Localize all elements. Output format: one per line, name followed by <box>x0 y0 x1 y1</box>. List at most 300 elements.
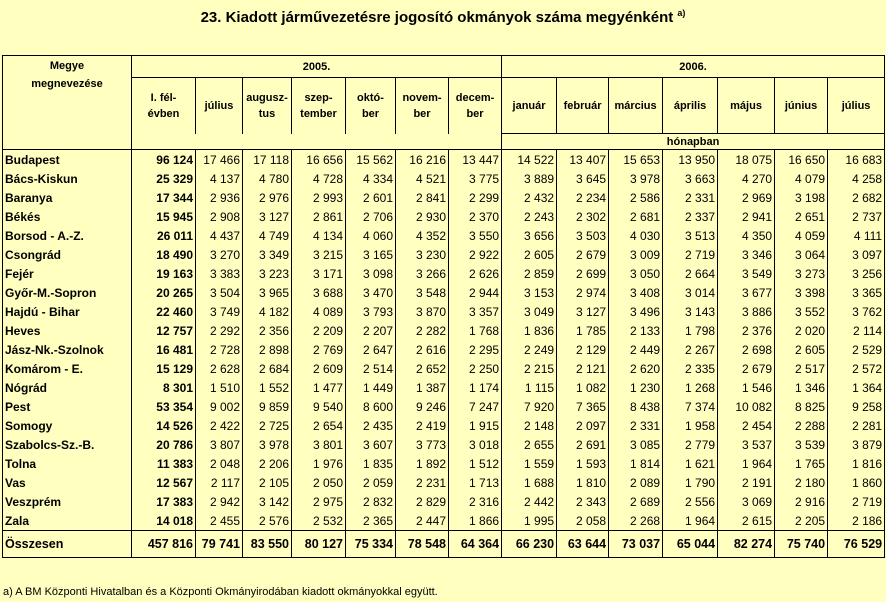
monthly-value: 1 510 <box>196 378 243 397</box>
monthly-value: 3 552 <box>775 302 828 321</box>
monthly-value: 2 048 <box>196 454 243 473</box>
half-year-header: I. fél- évben <box>132 78 196 134</box>
monthly-value: 2 684 <box>243 359 292 378</box>
table-row <box>3 150 885 170</box>
monthly-value: 1 713 <box>449 473 502 492</box>
monthly-value: 1 964 <box>663 511 718 531</box>
monthly-value: 2 936 <box>196 188 243 207</box>
monthly-value: 4 134 <box>292 226 346 245</box>
monthly-value: 18 075 <box>718 150 775 170</box>
monthly-value: 2 779 <box>663 435 718 454</box>
monthly-value: 1 810 <box>557 473 609 492</box>
monthly-value: 10 082 <box>718 397 775 416</box>
month-2005-header: szep- tember <box>292 78 346 134</box>
monthly-value: 9 859 <box>243 397 292 416</box>
monthly-value: 76 529 <box>828 531 885 558</box>
monthly-value: 2 129 <box>557 340 609 359</box>
monthly-value: 3 171 <box>292 264 346 283</box>
monthly-value: 3 607 <box>346 435 396 454</box>
monthly-value: 3 886 <box>718 302 775 321</box>
county-name: Pest <box>3 397 132 416</box>
table-row <box>3 302 885 321</box>
table-row <box>3 473 885 492</box>
monthly-value: 4 352 <box>396 226 449 245</box>
monthly-value: 2 699 <box>557 264 609 283</box>
month-2005-header: novem- ber <box>396 78 449 134</box>
monthly-value: 1 346 <box>775 378 828 397</box>
month-2006-header: május <box>718 78 775 134</box>
county-name: Szabolcs-Sz.-B. <box>3 435 132 454</box>
monthly-value: 2 180 <box>775 473 828 492</box>
monthly-value: 7 374 <box>663 397 718 416</box>
monthly-value: 1 115 <box>502 378 557 397</box>
monthly-value: 1 835 <box>346 454 396 473</box>
monthly-value: 4 270 <box>718 169 775 188</box>
monthly-value: 83 550 <box>243 531 292 558</box>
monthly-value: 2 454 <box>718 416 775 435</box>
monthly-value: 2 514 <box>346 359 396 378</box>
county-name: Budapest <box>3 150 132 170</box>
monthly-value: 2 944 <box>449 283 502 302</box>
monthly-value: 1 866 <box>449 511 502 531</box>
half-year-value: 20 265 <box>132 283 196 302</box>
table-row <box>3 511 885 531</box>
monthly-value: 3 408 <box>609 283 663 302</box>
monthly-value: 3 503 <box>557 226 609 245</box>
monthly-value: 2 689 <box>609 492 663 511</box>
monthly-value: 4 137 <box>196 169 243 188</box>
monthly-value: 2 432 <box>502 188 557 207</box>
monthly-value: 7 365 <box>557 397 609 416</box>
monthly-value: 3 215 <box>292 245 346 264</box>
monthly-value: 3 365 <box>828 283 885 302</box>
title-footnote-mark: a) <box>677 8 686 18</box>
monthly-value: 3 978 <box>243 435 292 454</box>
county-name: Összesen <box>3 531 132 558</box>
monthly-value: 3 870 <box>396 302 449 321</box>
monthly-value: 16 650 <box>775 150 828 170</box>
monthly-value: 3 677 <box>718 283 775 302</box>
monthly-value: 3 470 <box>346 283 396 302</box>
monthly-value: 3 069 <box>718 492 775 511</box>
monthly-value: 2 059 <box>346 473 396 492</box>
monthly-value: 2 681 <box>609 207 663 226</box>
monthly-value: 2 281 <box>828 416 885 435</box>
monthly-value: 1 449 <box>346 378 396 397</box>
monthly-value: 2 532 <box>292 511 346 531</box>
monthly-value: 7 247 <box>449 397 502 416</box>
monthly-value: 2 719 <box>663 245 718 264</box>
monthly-value: 3 127 <box>243 207 292 226</box>
monthly-value: 3 223 <box>243 264 292 283</box>
table-row <box>3 169 885 188</box>
monthly-value: 2 058 <box>557 511 609 531</box>
monthly-value: 3 357 <box>449 302 502 321</box>
monthly-value: 2 020 <box>775 321 828 340</box>
half-year-value: 12 567 <box>132 473 196 492</box>
monthly-value: 1 546 <box>718 378 775 397</box>
monthly-value: 4 437 <box>196 226 243 245</box>
county-name: Somogy <box>3 416 132 435</box>
monthly-value: 75 740 <box>775 531 828 558</box>
monthly-value: 2 615 <box>718 511 775 531</box>
monthly-value: 1 995 <box>502 511 557 531</box>
county-name: Jász-Nk.-Szolnok <box>3 340 132 359</box>
monthly-value: 2 250 <box>449 359 502 378</box>
monthly-value: 16 683 <box>828 150 885 170</box>
monthly-value: 13 447 <box>449 150 502 170</box>
monthly-value: 82 274 <box>718 531 775 558</box>
monthly-value: 4 780 <box>243 169 292 188</box>
monthly-value: 2 376 <box>718 321 775 340</box>
monthly-value: 2 922 <box>449 245 502 264</box>
monthly-value: 78 548 <box>396 531 449 558</box>
monthly-value: 3 349 <box>243 245 292 264</box>
county-name: Bács-Kiskun <box>3 169 132 188</box>
month-2005-header: októ- ber <box>346 78 396 134</box>
monthly-value: 4 749 <box>243 226 292 245</box>
monthly-value: 9 540 <box>292 397 346 416</box>
county-name: Hajdú - Bihar <box>3 302 132 321</box>
monthly-value: 2 288 <box>775 416 828 435</box>
half-year-value: 8 301 <box>132 378 196 397</box>
monthly-value: 2 370 <box>449 207 502 226</box>
half-year-value: 18 490 <box>132 245 196 264</box>
county-header <box>3 56 132 150</box>
monthly-value: 2 769 <box>292 340 346 359</box>
monthly-value: 75 334 <box>346 531 396 558</box>
monthly-value: 2 725 <box>243 416 292 435</box>
monthly-value: 9 258 <box>828 397 885 416</box>
monthly-value: 79 741 <box>196 531 243 558</box>
total-row <box>3 531 885 558</box>
monthly-value: 3 504 <box>196 283 243 302</box>
monthly-value: 2 435 <box>346 416 396 435</box>
monthly-value: 2 655 <box>502 435 557 454</box>
monthly-value: 4 111 <box>828 226 885 245</box>
monthly-value: 2 719 <box>828 492 885 511</box>
half-year-value: 53 354 <box>132 397 196 416</box>
monthly-value: 2 105 <box>243 473 292 492</box>
table-row <box>3 397 885 416</box>
monthly-value: 2 337 <box>663 207 718 226</box>
half-year-value: 26 011 <box>132 226 196 245</box>
monthly-value: 2 647 <box>346 340 396 359</box>
monthly-value: 16 216 <box>396 150 449 170</box>
monthly-value: 3 383 <box>196 264 243 283</box>
monthly-value: 2 335 <box>663 359 718 378</box>
monthly-value: 3 513 <box>663 226 718 245</box>
monthly-value: 80 127 <box>292 531 346 558</box>
county-header-line2: megnevezése <box>31 78 103 90</box>
monthly-value: 3 773 <box>396 435 449 454</box>
monthly-value: 3 879 <box>828 435 885 454</box>
monthly-value: 2 993 <box>292 188 346 207</box>
monthly-value: 2 841 <box>396 188 449 207</box>
half-year-value: 14 526 <box>132 416 196 435</box>
monthly-value: 1 816 <box>828 454 885 473</box>
monthly-value: 1 798 <box>663 321 718 340</box>
monthly-value: 2 231 <box>396 473 449 492</box>
monthly-value: 2 974 <box>557 283 609 302</box>
monthly-value: 1 964 <box>718 454 775 473</box>
month-2006-header: január <box>502 78 557 134</box>
half-year-value: 14 018 <box>132 511 196 531</box>
county-name: Vas <box>3 473 132 492</box>
monthly-value: 3 153 <box>502 283 557 302</box>
monthly-value: 4 060 <box>346 226 396 245</box>
monthly-value: 1 552 <box>243 378 292 397</box>
half-year-value: 16 481 <box>132 340 196 359</box>
monthly-value: 3 270 <box>196 245 243 264</box>
monthly-value: 4 182 <box>243 302 292 321</box>
monthly-value: 1 512 <box>449 454 502 473</box>
monthly-value: 8 825 <box>775 397 828 416</box>
monthly-value: 2 207 <box>346 321 396 340</box>
monthly-value: 4 059 <box>775 226 828 245</box>
monthly-value: 2 442 <box>502 492 557 511</box>
monthly-value: 3 496 <box>609 302 663 321</box>
monthly-value: 1 230 <box>609 378 663 397</box>
monthly-value: 13 407 <box>557 150 609 170</box>
county-header-line1: Megye <box>49 60 85 72</box>
table-row <box>3 435 885 454</box>
monthly-value: 2 626 <box>449 264 502 283</box>
monthly-value: 2 267 <box>663 340 718 359</box>
half-year-value: 12 757 <box>132 321 196 340</box>
monthly-value: 2 737 <box>828 207 885 226</box>
month-2006-header: június <box>775 78 828 134</box>
monthly-value: 1 790 <box>663 473 718 492</box>
monthly-value: 2 609 <box>292 359 346 378</box>
monthly-value: 2 628 <box>196 359 243 378</box>
monthly-value: 2 832 <box>346 492 396 511</box>
monthly-value: 2 616 <box>396 340 449 359</box>
monthly-value: 1 785 <box>557 321 609 340</box>
monthly-value: 4 521 <box>396 169 449 188</box>
monthly-value: 2 422 <box>196 416 243 435</box>
month-2006-header: március <box>609 78 663 134</box>
county-name: Csongrád <box>3 245 132 264</box>
monthly-value: 2 365 <box>346 511 396 531</box>
monthly-value: 3 762 <box>828 302 885 321</box>
monthly-value: 16 656 <box>292 150 346 170</box>
monthly-value: 3 143 <box>663 302 718 321</box>
table-row <box>3 492 885 511</box>
half-year-value: 17 344 <box>132 188 196 207</box>
half-year-value: 22 460 <box>132 302 196 321</box>
monthly-value: 3 645 <box>557 169 609 188</box>
monthly-value: 3 127 <box>557 302 609 321</box>
monthly-value: 3 965 <box>243 283 292 302</box>
monthly-value: 2 859 <box>502 264 557 283</box>
monthly-value: 3 142 <box>243 492 292 511</box>
monthly-value: 66 230 <box>502 531 557 558</box>
monthly-value: 2 930 <box>396 207 449 226</box>
monthly-value: 2 605 <box>775 340 828 359</box>
monthly-value: 2 206 <box>243 454 292 473</box>
monthly-value: 2 455 <box>196 511 243 531</box>
monthly-value: 1 765 <box>775 454 828 473</box>
monthly-value: 2 572 <box>828 359 885 378</box>
monthly-value: 7 920 <box>502 397 557 416</box>
monthly-value: 2 679 <box>557 245 609 264</box>
monthly-value: 2 942 <box>196 492 243 511</box>
monthly-value: 3 656 <box>502 226 557 245</box>
half-year-value: 457 816 <box>132 531 196 558</box>
table-row <box>3 359 885 378</box>
monthly-value: 3 009 <box>609 245 663 264</box>
half-year-value: 17 383 <box>132 492 196 511</box>
monthly-value: 2 861 <box>292 207 346 226</box>
table-row <box>3 207 885 226</box>
monthly-value: 1 174 <box>449 378 502 397</box>
monthly-value: 3 807 <box>196 435 243 454</box>
monthly-value: 1 559 <box>502 454 557 473</box>
monthly-value: 3 266 <box>396 264 449 283</box>
half-year-value: 15 945 <box>132 207 196 226</box>
month-2006-header: február <box>557 78 609 134</box>
monthly-value: 3 749 <box>196 302 243 321</box>
monthly-value: 2 447 <box>396 511 449 531</box>
monthly-value: 2 941 <box>718 207 775 226</box>
blank-cell <box>132 134 502 150</box>
monthly-value: 17 466 <box>196 150 243 170</box>
monthly-value: 1 477 <box>292 378 346 397</box>
table-row <box>3 321 885 340</box>
monthly-value: 15 562 <box>346 150 396 170</box>
monthly-value: 3 346 <box>718 245 775 264</box>
monthly-value: 1 593 <box>557 454 609 473</box>
county-name: Győr-M.-Sopron <box>3 283 132 302</box>
county-name: Baranya <box>3 188 132 207</box>
monthly-value: 14 522 <box>502 150 557 170</box>
county-name: Veszprém <box>3 492 132 511</box>
monthly-value: 2 654 <box>292 416 346 435</box>
monthly-value: 2 682 <box>828 188 885 207</box>
monthly-value: 3 165 <box>346 245 396 264</box>
monthly-value: 2 605 <box>502 245 557 264</box>
monthly-value: 2 691 <box>557 435 609 454</box>
month-2006-header: április <box>663 78 718 134</box>
half-year-value: 20 786 <box>132 435 196 454</box>
monthly-value: 64 364 <box>449 531 502 558</box>
monthly-value: 3 663 <box>663 169 718 188</box>
county-name: Nógrád <box>3 378 132 397</box>
monthly-value: 1 768 <box>449 321 502 340</box>
monthly-value: 2 121 <box>557 359 609 378</box>
table-row <box>3 340 885 359</box>
county-name: Fejér <box>3 264 132 283</box>
monthly-value: 2 148 <box>502 416 557 435</box>
monthly-value: 3 775 <box>449 169 502 188</box>
monthly-value: 3 064 <box>775 245 828 264</box>
year-2005-header: 2005. <box>132 56 502 78</box>
monthly-value: 1 387 <box>396 378 449 397</box>
county-name: Békés <box>3 207 132 226</box>
monthly-value: 2 898 <box>243 340 292 359</box>
monthly-value: 17 118 <box>243 150 292 170</box>
monthly-value: 2 916 <box>775 492 828 511</box>
monthly-value: 1 958 <box>663 416 718 435</box>
monthly-value: 3 548 <box>396 283 449 302</box>
monthly-value: 2 282 <box>396 321 449 340</box>
monthly-value: 4 079 <box>775 169 828 188</box>
monthly-value: 3 273 <box>775 264 828 283</box>
monthly-value: 2 050 <box>292 473 346 492</box>
county-name: Komárom - E. <box>3 359 132 378</box>
monthly-value: 3 014 <box>663 283 718 302</box>
monthly-value: 2 664 <box>663 264 718 283</box>
monthly-value: 2 186 <box>828 511 885 531</box>
monthly-value: 2 331 <box>609 416 663 435</box>
monthly-value: 13 950 <box>663 150 718 170</box>
monthly-value: 2 728 <box>196 340 243 359</box>
monthly-value: 3 049 <box>502 302 557 321</box>
monthly-value: 1 082 <box>557 378 609 397</box>
monthly-value: 3 198 <box>775 188 828 207</box>
table-row <box>3 245 885 264</box>
monthly-value: 2 449 <box>609 340 663 359</box>
monthly-value: 2 586 <box>609 188 663 207</box>
monthly-value: 65 044 <box>663 531 718 558</box>
monthly-value: 3 978 <box>609 169 663 188</box>
monthly-value: 8 438 <box>609 397 663 416</box>
monthly-value: 2 679 <box>718 359 775 378</box>
monthly-value: 1 976 <box>292 454 346 473</box>
month-2005-header: július <box>196 78 243 134</box>
monthly-value: 3 539 <box>775 435 828 454</box>
table-row <box>3 226 885 245</box>
monthly-value: 1 688 <box>502 473 557 492</box>
monthly-value: 2 191 <box>718 473 775 492</box>
monthly-value: 3 550 <box>449 226 502 245</box>
monthly-value: 2 698 <box>718 340 775 359</box>
monthly-value: 2 908 <box>196 207 243 226</box>
monthly-value: 2 356 <box>243 321 292 340</box>
monthly-value: 2 576 <box>243 511 292 531</box>
footnote: a) A BM Központi Hivatalban és a Központi Okmányirodában kiadott okmányokkal együtt. <box>3 586 438 598</box>
monthly-value: 2 117 <box>196 473 243 492</box>
half-year-value: 11 383 <box>132 454 196 473</box>
county-name: Borsod - A.-Z. <box>3 226 132 245</box>
monthly-value: 4 030 <box>609 226 663 245</box>
monthly-value: 3 256 <box>828 264 885 283</box>
monthly-value: 3 889 <box>502 169 557 188</box>
monthly-value: 3 097 <box>828 245 885 264</box>
monthly-value: 2 292 <box>196 321 243 340</box>
monthly-value: 2 089 <box>609 473 663 492</box>
monthly-value: 2 556 <box>663 492 718 511</box>
monthly-value: 1 268 <box>663 378 718 397</box>
monthly-value: 3 018 <box>449 435 502 454</box>
monthly-value: 2 234 <box>557 188 609 207</box>
half-year-value: 96 124 <box>132 150 196 170</box>
monthly-value: 1 814 <box>609 454 663 473</box>
table-row <box>3 188 885 207</box>
table-row <box>3 264 885 283</box>
monthly-value: 2 975 <box>292 492 346 511</box>
table-row <box>3 283 885 302</box>
monthly-value: 9 002 <box>196 397 243 416</box>
month-2006-header: július <box>828 78 885 134</box>
monthly-value: 4 728 <box>292 169 346 188</box>
monthly-value: 1 364 <box>828 378 885 397</box>
table-row <box>3 378 885 397</box>
monthly-value: 3 801 <box>292 435 346 454</box>
monthly-value: 2 969 <box>718 188 775 207</box>
monthly-value: 2 601 <box>346 188 396 207</box>
